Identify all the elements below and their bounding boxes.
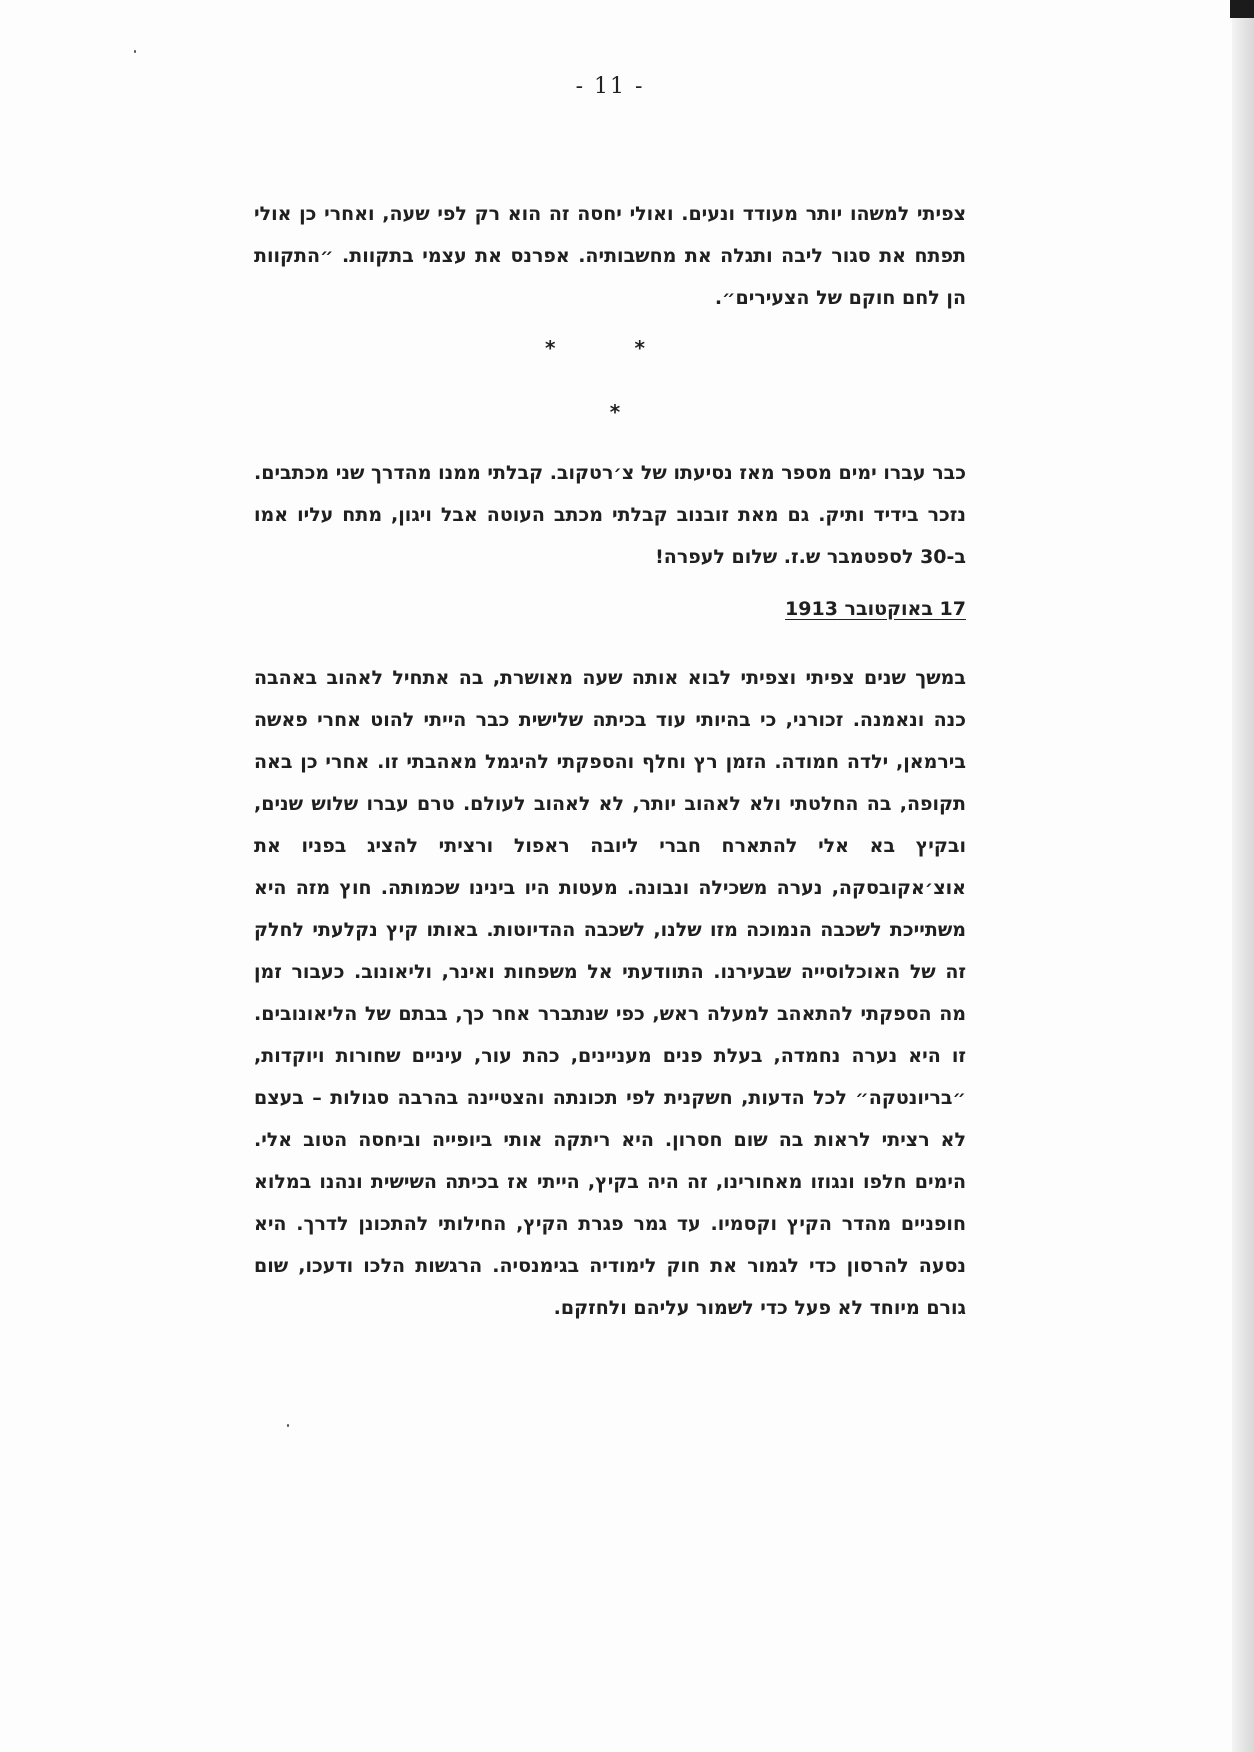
paragraph-text: כבר עברו ימים מספר מאז נסיעתו של צ׳רטקוב. קבלתי ממנו מהדרך שני מכתבים. נזכר בידיד ותיק. גם מאת זובנוב קבלתי מכתב העוטה אבל ויגון, מתח עליו אמו ב-30 לספטמבר ש.ז. שלום לעפרה! — [254, 462, 966, 568]
paragraph-text: צפיתי למשהו יותר מעודד ונעים. ואולי יחסה זה הוא רק לפי שעה, ואחרי כן אולי תפתח את סגור ליבה ותגלה את מחשבותיה. אפרנס את עצמי בתקוות. ״התקוות הן לחם חוקם של הצעירים״. — [254, 203, 966, 309]
paragraph-text: במשך שנים צפיתי וצפיתי לבוא אותה שעה מאושרת, בה אתחיל לאהוב באהבה כנה ונאמנה. זכורני, כי בהיותי עוד בכיתה שלישית כבר הייתי להוט אחרי פאשה בירמאן, ילדה חמודה. הזמן רץ וחלף והספקתי להיגמל מאהבתי זו. אחרי כן באה תקופה, בה החלטתי ולא לאהוב יותר, לא לאהוב לעולם. טרם עברו שלוש שנים, ובקיץ בא אלי להתארח חברי ליובה ראפול ורציתי להציג בפניו את אוצ׳אקובסקה, נערה משכילה ונבונה. מעטות היו בינינו שכמותה. חוץ מזה היא משתייכת לשכבה הנמוכה מזו שלנו, לשכבה ההדיוטות. באותו קיץ נקלעתי לחלק זה של האוכלוסייה שבעירנו. התוודעתי אל משפחות ואינר, וליאונוב. כעבור זמן מה הספקתי להתאהב למעלה ראש, כפי שנתברר אחר כך, בבתם של הליאונובים. זו היא נערה נחמדה, בעלת פנים מעניינים, כהת עור, עיניים שחורות ויוקדות, ״בריונטקה״ לכל הדעות, חשקנית לפי תכונתה והצטיינה בהרבה סגולות – בעצם לא רציתי לראות בה שום חסרון. היא ריתקה אותי ביופייה וביחסה הטוב אלי. הימים חלפו ונגוזו מאחורינו, זה היה בקיץ, הייתי אז בכיתה השישית ונהנו במלוא חופניים מהדר הקיץ וקסמיו. עד גמר פגרת הקיץ, החילותי להתכונן לדרך. היא נסעה להרסון כדי לגמור את חוק לימודיה בגימנסיה. הרגשות הלכו ודעכו, שום גורם מיוחד לא פעל כדי לשמור עליהם ולחזקם. — [254, 667, 966, 1319]
paragraph-opening — [254, 193, 966, 319]
diary-date-heading: 17 באוקטובר 1913 — [785, 598, 966, 620]
scan-speck — [287, 1424, 289, 1427]
page-number: - 11 - — [575, 74, 645, 99]
scan-edge-shadow — [1232, 0, 1254, 1752]
section-separator-stars: * * — [545, 336, 681, 360]
paragraph-letters — [254, 452, 966, 578]
scan-speck — [134, 50, 136, 53]
scan-edge-corner — [1230, 0, 1254, 18]
paragraph-diary-entry — [254, 657, 966, 1329]
section-separator-star: * — [609, 400, 621, 424]
